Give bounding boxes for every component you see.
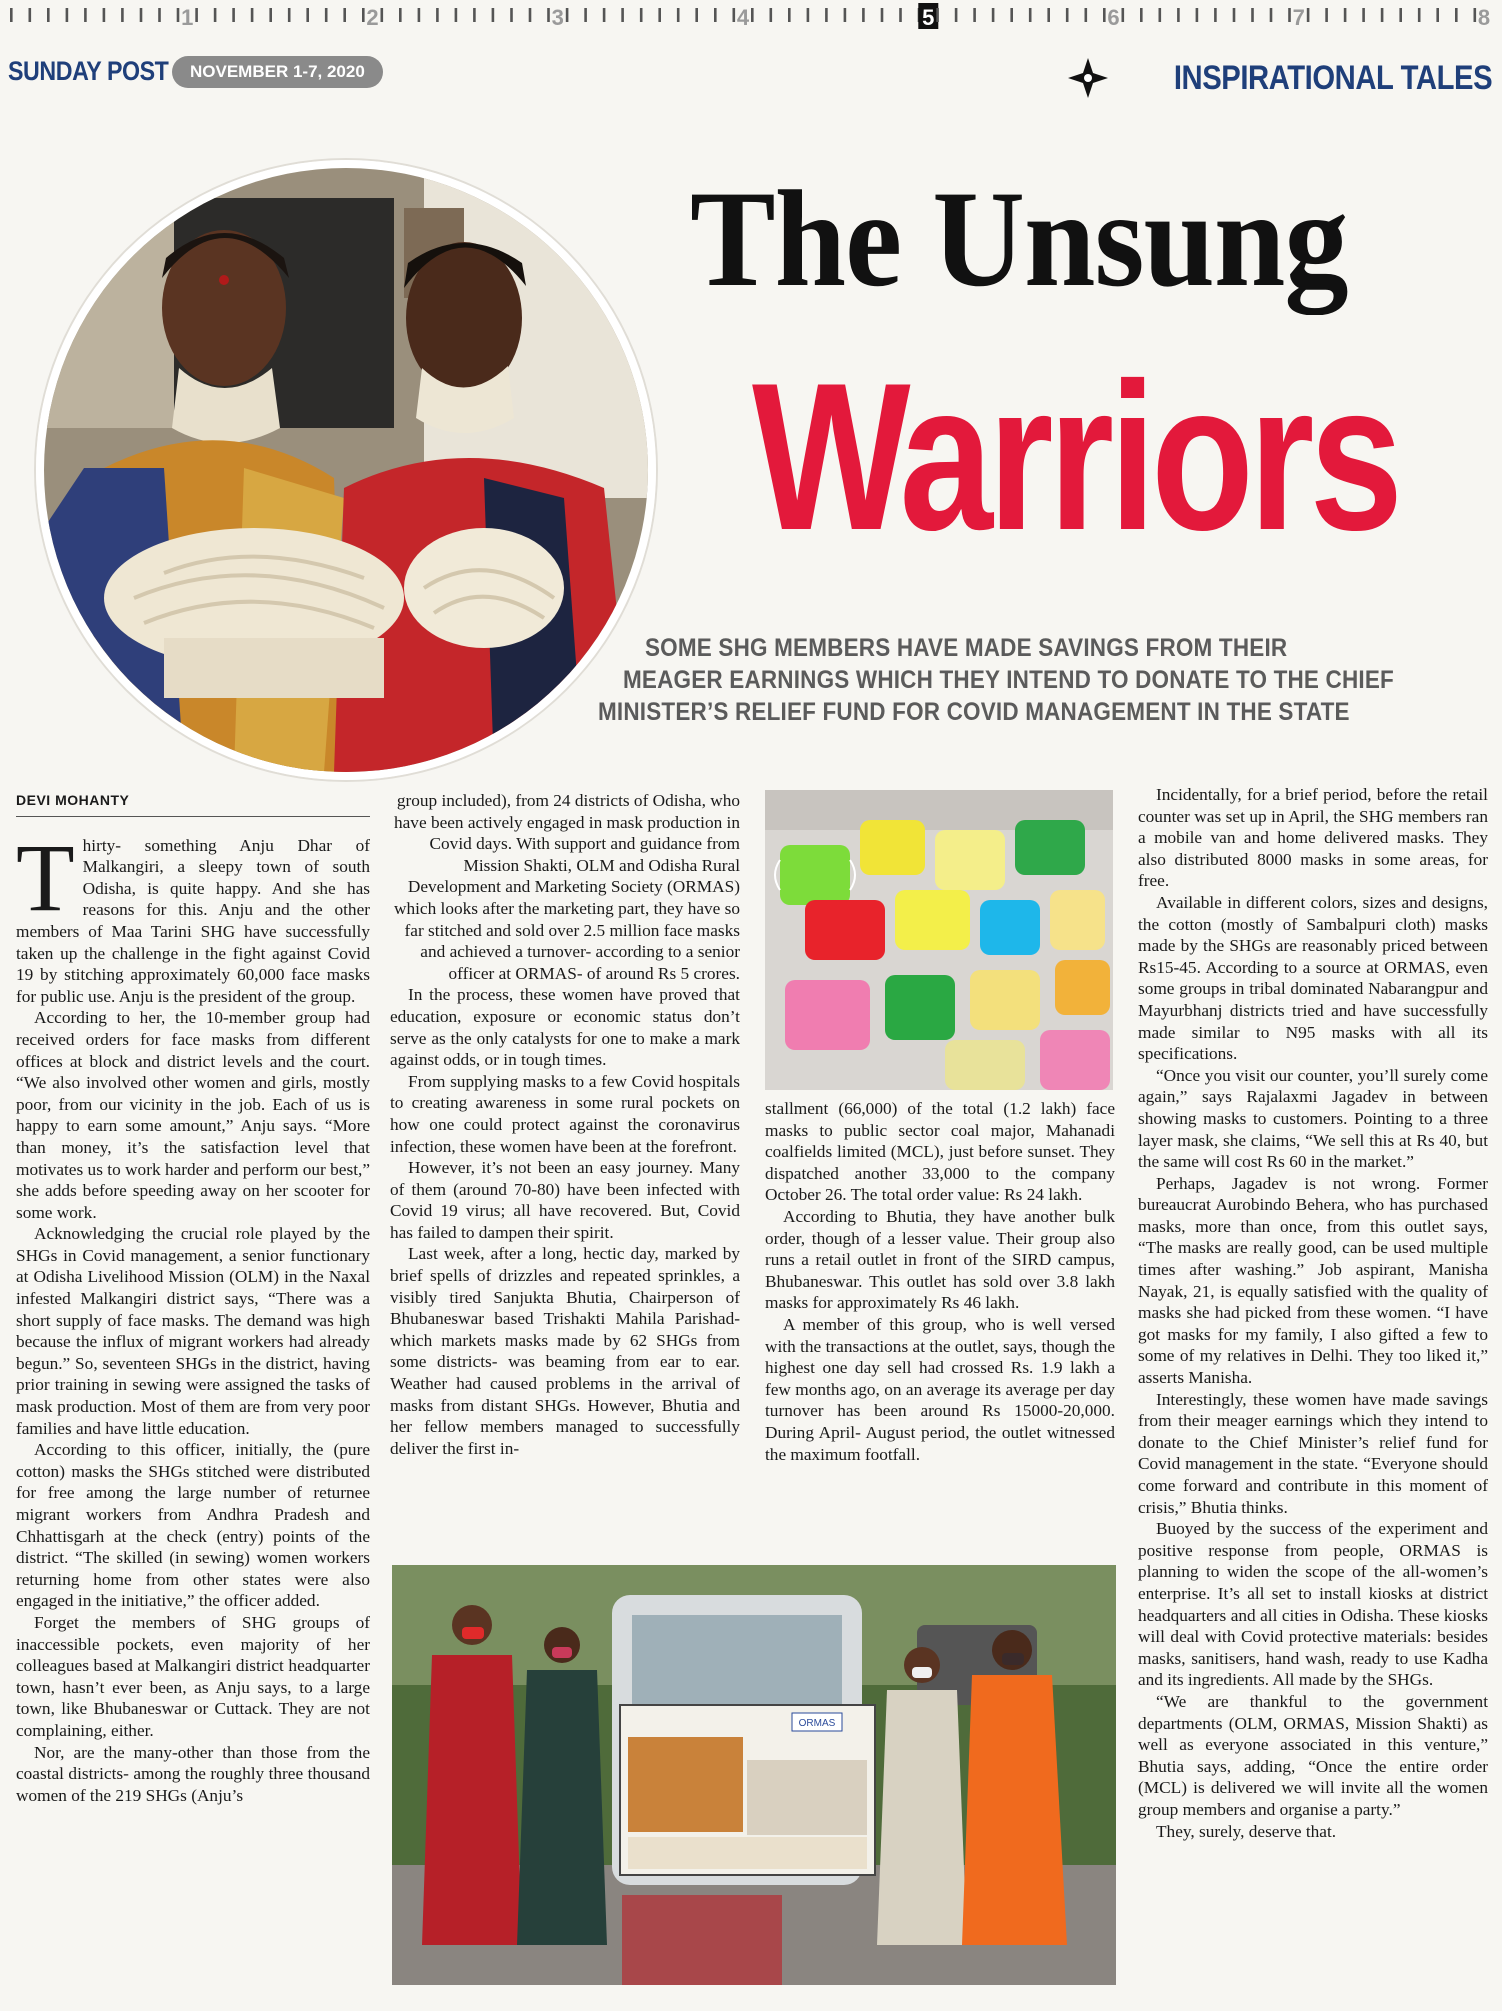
ruler-tick [1399,8,1402,22]
issue-date-badge: NOVEMBER 1-7, 2020 [172,56,383,88]
ruler-page-number: 2 [366,5,379,30]
deck-line-2: MEAGER EARNINGS WHICH THEY INTEND TO DONATE TO THE CHIEF [623,666,1394,694]
article-paragraph: Thirty- something Anju Dhar of Malkangiri, a sleepy town of south Odisha, is quite happy. And she has reasons for this. Anju and the other members of Maa Tarini SHG have successfully taken up the challenge in the fight against Covid 19 by stitching approximately 60,000 face masks for public use. Anju is the president of the group. [16,823,370,1006]
ruler-tick [1325,8,1328,22]
article-paragraph: Forget the members of SHG groups of inaccessible pockets, even majority of her colleagues based at Malkangiri district headquarter town, hasn’t ever been, as Anju says, to a large town, like Bhubaneswar or Cuttack. They are not complaining, either. [16,1612,370,1740]
ruler-tick [1288,8,1291,22]
ruler-tick [1214,8,1217,22]
ruler-tick [325,8,328,22]
ruler-tick [381,8,384,22]
ruler-tick [10,8,13,22]
ruler-tick [1233,8,1236,22]
ruler-tick [1047,8,1050,22]
article-paragraph: Buoyed by the success of the experiment and positive response from people, ORMAS is planning to widen the scope of the all-women’s enterprise. It’s all set to install kiosks at district headquarters and all cities in Odisha. These kiosks will deal with Covid protective materials: besides masks, sanitisers, hand wash, ready to use Kadha and its ingredients. All made by the SHGs. [1138,1519,1488,1690]
ruler-tick [640,8,643,22]
ruler-tick [992,8,995,22]
ruler-tick [1010,8,1013,22]
ruler-page-number: 8 [1477,5,1491,30]
ruler-tick [214,8,217,22]
ruler-tick [140,8,143,22]
page-ruler [0,0,1502,42]
ruler-tick [288,8,291,22]
ruler-tick [566,8,569,22]
ruler-tick [621,8,624,22]
article-paragraph: Available in different colors, sizes and designs, the cotton (mostly of Sambalpuri cloth) masks made by the SHGs are reasonably priced between Rs15-45. According to a source at ORMAS, even some groups in tribal dominated Nabarangpur and Mayurbhanj districts tried and have successfully made similar to N95 masks with all its specifications. [1138,892,1488,1064]
article-paragraph: From supplying masks to a few Covid hospitals to creating awareness in some rural pockets on how one could protect against the coronavirus infection, these women have been at the forefront. [390,1071,740,1156]
ruler-tick [1270,8,1273,22]
ruler-tick [603,8,606,22]
ormas-logo-text: ORMAS [798,1718,836,1729]
article-paragraph: group included), from 24 districts of Odisha, who have been actively engaged in mask production in Covid days. With support and guidance from Mission Shakti, OLM and Odisha Rural Development and Marketing Society (ORMAS) which looks after the marketing part, they have so far stitched and sold over 2.5 million face masks and achieved a turnover- according to a senior officer at ORMAS- of around Rs 5 crores. [394,791,740,983]
ruler-tick [733,8,736,22]
article-paragraph: Perhaps, Jagadev is not wrong. Former bureaucrat Aurobindo Behera, who has purchased masks, more than once, from this outlet says, “The masks are really good, can be used multiple times after washing.” Job aspirant, Manisha Nayak, 21, is equally satisfied with the quality of masks she had picked from these women. “I have got masks for my family, I also gifted a few to some of my relatives in Delhi. They too liked it,” asserts Manisha. [1138,1173,1488,1388]
photo-shg-members-with-van [392,1565,1116,1985]
ruler-tick [66,8,69,22]
ruler-tick [1474,8,1477,22]
article-paragraph: According to this officer, initially, the (pure cotton) masks the SHGs stitched were distributed for free among the large number of returnee migrant workers from Andhra Pradesh and Chhattisgarh at the check (entry) points of the district. “The skilled (in sewing) women workers returning home from other states were also engaged in the initiative,” the officer added. [16,1440,370,1611]
ruler-tick [899,8,902,22]
article-paragraph: According to Bhutia, they have another bulk order, though of a lesser value. Their group also runs a retail outlet in front of the SIRD campus, Bhubaneswar. This outlet has sold over 3.8 lakh masks for approximately Rs 46 lakh. [765,1206,1115,1313]
ruler-tick [455,8,458,22]
ruler-tick [269,8,272,22]
article-paragraph: Last week, after a long, hectic day, marked by brief spells of drizzles and repeated sprinkles, a visibly tired Sanjukta Bhutia, Chairperson of Bhubaneswar based Trishakti Mahila Parishad- which markets masks made by 62 SHGs from some districts- was beaming from ear to ear. Weather had caused problems in the arrival of masks from distant SHGs. However, Bhutia and her fellow members managed to successfully deliver the first in- [390,1244,740,1458]
ruler-tick [1196,8,1199,22]
article-paragraph: They, surely, deserve that. [1156,1821,1337,1841]
ruler-tick [418,8,421,22]
section-header [1066,56,1492,100]
article-paragraph: A member of this group, who is well versed with the transactions at the outlet, says, though the highest one day sell had crossed Rs. 1.9 lakh a few months ago, on an average its average per day turnover has been around Rs 15000-20,000. During April- August period, the outlet witnessed the maximum footfall. [765,1314,1115,1464]
ruler-tick [251,8,254,22]
article-paragraph: In the process, these women have proved that education, exposure or economic status don’t serve as the only catalysts for one to make a mark against odds, or in tough times. [390,985,740,1070]
ruler-tick [158,8,161,22]
article-column-2 [390,790,740,1545]
article-paragraph: “Once you visit our counter, you’ll surely come again,” says Rajalaxmi Jagadev in between showing masks to customers. Pointing to a three layer mask, she claims, “We sell this at Rs 40, but the same will cost Rs 60 in the market.” [1138,1065,1488,1172]
ruler-tick [1307,8,1310,22]
article-paragraph: According to her, the 10-member group had received orders for face masks from different offices at block and district levels and the court. “We also involved other women and girls, mostly poor, from our vicinity in the job. Each of us is happy to earn some amount,” Anju says. “More than money, it’s the satisfaction level that motivates us to work harder and perform our best,” she adds before speeding away on her scooter for some work. [16,1008,370,1222]
ruler-tick [473,8,476,22]
ruler-tick [343,8,346,22]
ruler-tick [362,8,365,22]
ruler-tick [306,8,309,22]
article-paragraph: “We are thankful to the government departments (OLM, ORMAS, Mission Shakti) as well as everyone associated in this venture,” Bhutia says, adding, “Once the entire order (MCL) is delivered we will invite all the women group members and organise a party.” [1138,1691,1488,1819]
compass-star-icon [1066,56,1110,100]
ruler-tick [1177,8,1180,22]
article-paragraph: stallment (66,000) of the total (1.2 lakh) face masks to public sector coal major, Mahanadi coalfields limited (MCL), just before sunset. They dispatched another 33,000 to the company October 26. The total order value: Rs 24 lakh. [765,1099,1115,1205]
deck-line-3: MINISTER’S RELIEF FUND FOR COVID MANAGEMENT IN THE STATE [598,698,1350,726]
ruler-tick [973,8,976,22]
article-paragraph: Acknowledging the crucial role played by the SHGs in Covid management, a senior functionary at Odisha Livelihood Mission (OLM) in the Naxal infested Malkangiri district says, “There was a short supply of face masks. The demand was high because the influx of migrant workers had already begun.” So, seventeen SHGs in the district, having prior training in sewing were assigned the tasks of mask production. Most of them are from very poor families and have little education. [16,1224,370,1438]
ruler-tick [1436,8,1439,22]
ruler-tick [714,8,717,22]
photo-colorful-masks [765,790,1113,1090]
headline-line-1: The Unsung [690,162,1348,315]
ruler-tick [232,8,235,22]
ruler-tick [825,8,828,22]
ruler-tick [1029,8,1032,22]
ruler-tick [788,8,791,22]
ruler-page-number: 7 [1292,5,1305,30]
ruler-page-number: 3 [551,5,564,30]
ruler-tick [807,8,810,22]
ruler-tick [177,8,180,22]
article-paragraph: However, it’s not been an easy journey. Many of them (around 70-80) have been infected with Covid 19 virus; all have recovered. But, Covid has failed to dampen their spirit. [390,1158,740,1242]
ruler-tick [1085,8,1088,22]
ruler-tick [121,8,124,22]
ruler-page-number: 5 [922,5,935,30]
ruler-tick [84,8,87,22]
ruler-tick [436,8,439,22]
ruler-tick [1251,8,1254,22]
ruler-tick [751,8,754,22]
ruler-tick [1418,8,1421,22]
article-paragraph: Interestingly, these women have made savings from their meager earnings which they intend to donate to the Chief Minister’s relief fund for Covid management in the state. “Everyone should come forward and contribute in this moment of crisis,” Bhutia thinks. [1138,1389,1488,1517]
byline: DEVI MOHANTY [16,790,370,817]
article-paragraph: Nor, are the many-other than those from the coastal districts- among the roughly three thousand women of the 219 SHGs (Anju’s [16,1742,370,1805]
ruler-page-number: 4 [736,5,750,30]
ruler-page-number: 6 [1107,5,1120,30]
ruler-tick [658,8,661,22]
article-column-3 [765,1098,1115,1558]
ruler-tick [492,8,495,22]
ruler-tick [47,8,50,22]
ruler-tick [1344,8,1347,22]
ruler-tick [844,8,847,22]
ruler-tick [547,8,550,22]
ruler-tick [1066,8,1069,22]
ruler-tick [1362,8,1365,22]
ruler-page-number: 1 [181,5,194,30]
ruler-tick [770,8,773,22]
ruler-tick [584,8,587,22]
ruler-tick [1159,8,1162,22]
ruler-tick [1455,8,1458,22]
section-title: INSPIRATIONAL TALES [1173,58,1492,97]
article-column-4 [1138,784,1488,1989]
drop-cap: T [16,823,75,931]
ruler-tick [936,8,939,22]
ruler-tick [529,8,532,22]
ruler-tick [103,8,106,22]
ruler-tick [1140,8,1143,22]
lead-photo-women-with-masks [36,160,656,780]
ruler-tick [695,8,698,22]
ruler-tick [195,8,198,22]
ruler-tick [1103,8,1106,22]
ruler-tick [29,8,32,22]
article-column-1 [16,790,370,1985]
headline-line-2: Warriors [752,339,1399,574]
ruler-tick [955,8,958,22]
ruler-tick [677,8,680,22]
newspaper-name: SUNDAY POST [8,56,169,86]
ruler-tick [399,8,402,22]
ruler-tick [1381,8,1384,22]
deck-line-1: SOME SHG MEMBERS HAVE MADE SAVINGS FROM THEIR [645,634,1288,662]
ruler-tick [881,8,884,22]
ruler-tick [510,8,513,22]
ruler-tick [1122,8,1125,22]
ruler-tick [862,8,865,22]
article-paragraph: Incidentally, for a brief period, before the retail counter was set up in April, the SHG members ran a mobile van and home delivered masks. They also distributed 8000 masks in some areas, for free. [1138,785,1488,891]
